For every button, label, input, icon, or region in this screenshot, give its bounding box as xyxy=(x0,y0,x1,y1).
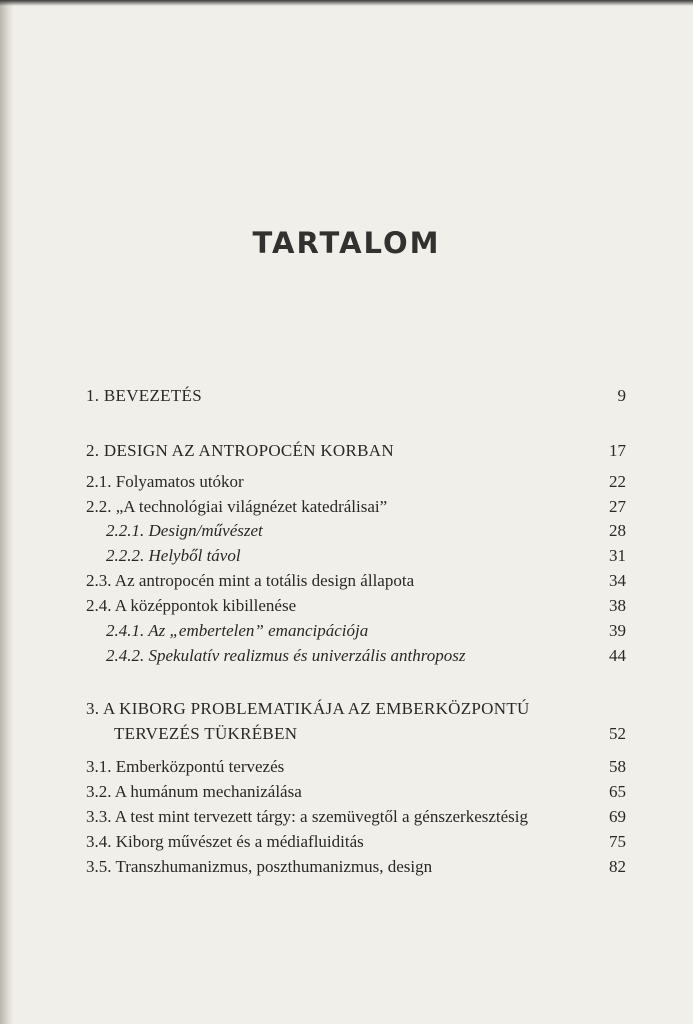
toc-entry xyxy=(86,722,626,746)
toc-entry-label: 3.1. Emberközpontú tervezés xyxy=(86,757,285,776)
toc-entry-label: 3.4. Kiborg művészet és a médiafluiditás xyxy=(86,832,364,851)
toc-entry-page: 58 xyxy=(609,757,626,776)
toc-entry-label: 3. A KIBORG PROBLEMATIKÁJA AZ EMBERKÖZPONTÚ xyxy=(86,699,530,718)
toc-entry xyxy=(86,470,626,494)
toc-entry xyxy=(86,495,626,519)
toc-entry-page: 17 xyxy=(609,441,626,460)
toc-entry xyxy=(86,519,626,543)
toc-entry-page: 31 xyxy=(609,546,626,565)
toc-entry-label: 1. BEVEZETÉS xyxy=(86,386,202,405)
toc-entry-page: 34 xyxy=(609,571,626,590)
toc-entry-page: 82 xyxy=(609,857,626,876)
toc-entry-label: 2.3. Az antropocén mint a totális design állapota xyxy=(86,571,415,590)
toc-entry-label: 2. DESIGN AZ ANTROPOCÉN KORBAN xyxy=(86,441,394,460)
toc-entry-page: 22 xyxy=(609,472,626,491)
toc-entry xyxy=(86,780,626,804)
toc-entry-label: 3.3. A test mint tervezett tárgy: a szemüvegtől a génszerkesztésig xyxy=(86,807,529,826)
toc-entry-label: 2.2.2. Helyből távol xyxy=(106,546,241,565)
toc-entry-label: 2.1. Folyamatos utókor xyxy=(86,472,244,491)
toc-entry-page: 27 xyxy=(609,497,626,516)
toc-entry xyxy=(86,384,626,408)
toc-entry xyxy=(86,830,626,854)
toc-entry-label: 2.4.1. Az „embertelen” emancipációja xyxy=(106,621,369,640)
toc-entry-label: 3.2. A humánum mechanizálása xyxy=(86,782,302,801)
toc-entry-label: 3.5. Transzhumanizmus, poszthumanizmus, design xyxy=(86,857,433,876)
toc-entry xyxy=(86,644,626,668)
toc-entry xyxy=(86,619,626,643)
toc-entry-label: TERVEZÉS TÜKRÉBEN xyxy=(114,724,298,743)
toc-entry-label: 2.2. „A technológiai világnézet katedrálisai” xyxy=(86,497,388,516)
toc-entry xyxy=(86,697,626,721)
toc-entry-page: 28 xyxy=(609,521,626,540)
toc-entry-page: 52 xyxy=(609,724,626,743)
toc-entry-page: 44 xyxy=(609,646,626,665)
toc-entry-page: 38 xyxy=(609,596,626,615)
toc-entry xyxy=(86,544,626,568)
toc-entry xyxy=(86,439,626,463)
toc-entry xyxy=(86,569,626,593)
toc-entry xyxy=(86,755,626,779)
toc-entry-page: 69 xyxy=(609,807,626,826)
toc-entry xyxy=(86,855,626,879)
toc-entry-label: 2.4.2. Spekulatív realizmus és univerzális anthroposz xyxy=(106,646,466,665)
toc-entry-page: 65 xyxy=(609,782,626,801)
page-title: TARTALOM xyxy=(252,226,441,260)
toc-entry-page: 39 xyxy=(609,621,626,640)
toc-entry-page: 9 xyxy=(617,386,626,405)
toc-entry-label: 2.2.1. Design/művészet xyxy=(106,521,263,540)
toc-entry xyxy=(86,594,626,618)
page-top-edge xyxy=(0,0,693,6)
page-gutter-shadow xyxy=(0,0,14,1024)
toc-entry-page: 75 xyxy=(609,832,626,851)
toc-entry xyxy=(86,805,626,829)
toc-entry-label: 2.4. A középpontok kibillenése xyxy=(86,596,297,615)
